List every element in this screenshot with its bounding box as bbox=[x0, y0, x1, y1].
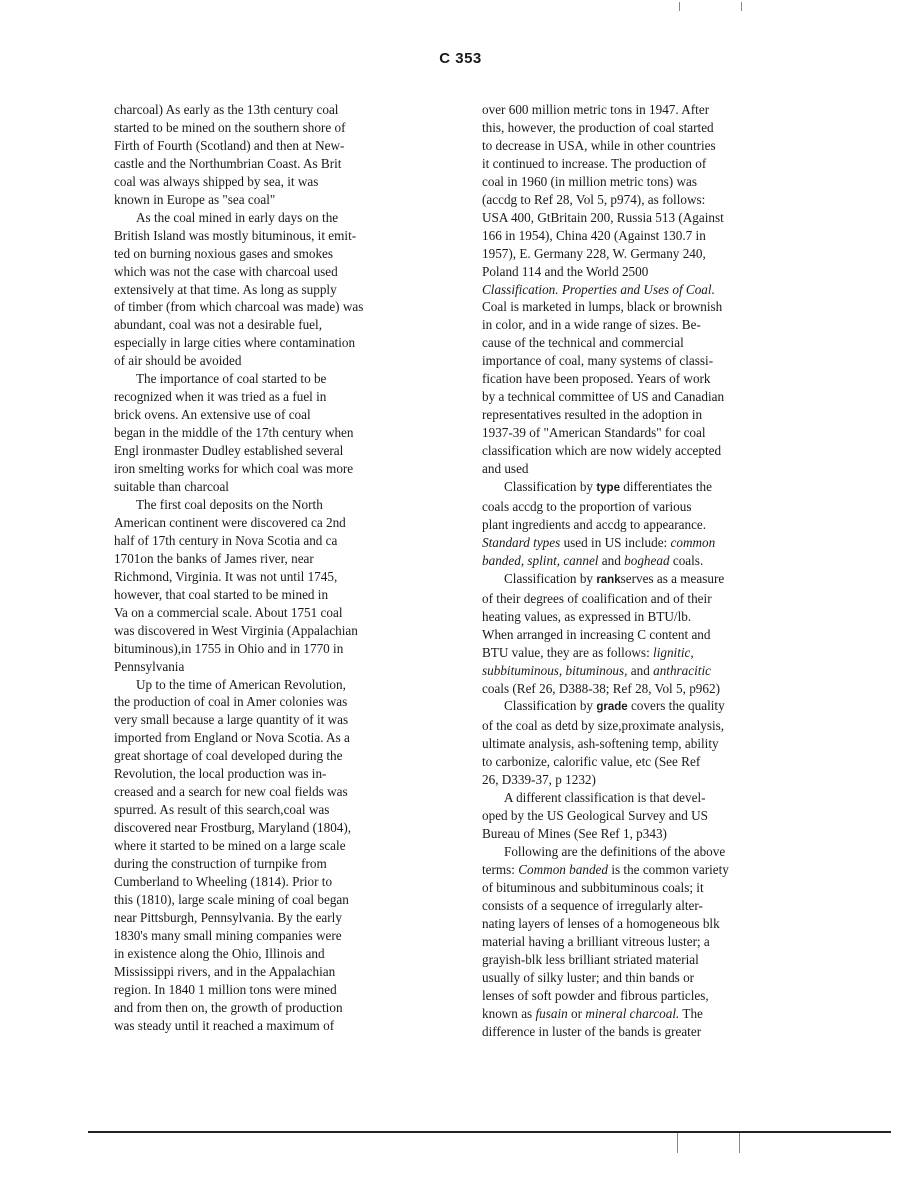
text-line: 1937-39 of "American Standards" for coal bbox=[482, 425, 706, 441]
text-line: 1957), E. Germany 228, W. Germany 240, bbox=[482, 245, 706, 261]
italic-term: Standard types bbox=[482, 534, 561, 550]
text-line: ted on burning noxious gases and smokes bbox=[114, 245, 334, 261]
text-line: coal in 1960 (in million metric tons) was bbox=[482, 173, 697, 189]
text-line: to decrease in USA, while in other countries bbox=[482, 137, 716, 153]
text-line: Poland 114 and the World 2500 bbox=[482, 263, 649, 279]
text-line: to carbonize, calorific value, etc (See Ref bbox=[482, 754, 701, 770]
text-line bbox=[482, 552, 782, 570]
text-run: serves as a measure bbox=[620, 570, 725, 586]
text-line: lenses of soft powder and fibrous particles, bbox=[482, 987, 709, 1003]
italic-term: mineral charcoal. bbox=[585, 1005, 680, 1021]
text-line: of the coal as detd by size,proximate analysis, bbox=[482, 718, 725, 734]
text-line: bituminous),in 1755 in Ohio and in 1770 in bbox=[114, 640, 344, 656]
text-line: in existence along the Ohio, Illinois and bbox=[114, 945, 325, 961]
text-line: however, that coal started to be mined in bbox=[114, 586, 329, 602]
text-run: Classification by bbox=[504, 698, 594, 714]
section-heading: Classification. Properties and Uses of Coal. bbox=[482, 281, 715, 297]
text-line: Coal is marketed in lumps, black or brownish bbox=[482, 299, 723, 315]
text-line: Va on a commercial scale. About 1751 coal bbox=[114, 604, 343, 620]
text-run: is the common variety bbox=[611, 862, 729, 878]
text-line: fication have been proposed. Years of work bbox=[482, 371, 711, 387]
text-line: ultimate analysis, ash-softening temp, ability bbox=[482, 736, 719, 752]
text-line: and from then on, the growth of production bbox=[114, 999, 343, 1015]
text-run: or bbox=[571, 1005, 583, 1021]
text-line: coals accdg to the proportion of various bbox=[482, 498, 692, 514]
text-line: coal was always shipped by sea, it was bbox=[114, 173, 319, 189]
scan-edge-mark bbox=[679, 2, 680, 11]
text-line: of air should be avoided bbox=[114, 353, 242, 369]
text-line: material having a brilliant vitreous luster; a bbox=[482, 933, 710, 949]
text-line bbox=[482, 1005, 782, 1023]
text-line: imported from England or Nova Scotia. As a bbox=[114, 730, 350, 746]
text-line: Bureau of Mines (See Ref 1, p343) bbox=[482, 826, 667, 842]
paragraph-start: Following are the definitions of the above bbox=[504, 844, 726, 860]
text-line: heating values, as expressed in BTU/lb. bbox=[482, 608, 692, 624]
text-line: of bituminous and subbituminous coals; it bbox=[482, 879, 704, 895]
text-line: consists of a sequence of irregularly alter- bbox=[482, 897, 703, 913]
scan-edge-mark bbox=[741, 2, 742, 11]
text-line: was discovered in West Virginia (Appalachian bbox=[114, 622, 358, 638]
text-line: of timber (from which charcoal was made) was bbox=[114, 299, 364, 315]
text-line: started to be mined on the southern shore of bbox=[114, 119, 346, 135]
text-run: known as bbox=[482, 1005, 533, 1021]
text-line: 1701on the banks of James river, near bbox=[114, 550, 314, 566]
text-line: Cumberland to Wheeling (1814). Prior to bbox=[114, 873, 333, 889]
text-line: it continued to increase. The production of bbox=[482, 155, 707, 171]
text-line: iron smelting works for which coal was more bbox=[114, 461, 354, 477]
italic-term: banded, splint, cannel bbox=[482, 552, 599, 568]
text-line bbox=[482, 534, 782, 552]
text-line: Richmond, Virginia. It was not until 1745, bbox=[114, 568, 338, 584]
italic-term: common bbox=[670, 534, 716, 550]
text-run: coals. bbox=[672, 552, 704, 568]
text-line: half of 17th century in Nova Scotia and ca bbox=[114, 532, 338, 548]
text-line: creased and a search for new coal fields was bbox=[114, 784, 348, 800]
text-run: and bbox=[601, 552, 621, 568]
text-run: covers the quality bbox=[630, 698, 725, 714]
text-line bbox=[482, 861, 782, 879]
text-line: began in the middle of the 17th century when bbox=[114, 425, 354, 441]
text-line: representatives resulted in the adoption in bbox=[482, 407, 703, 423]
scan-edge-mark bbox=[739, 1133, 740, 1153]
paragraph-start bbox=[482, 478, 782, 498]
text-line: which was not the case with charcoal used bbox=[114, 263, 338, 279]
text-line: discovered near Frostburg, Maryland (1804), bbox=[114, 820, 352, 836]
text-line: very small because a large quantity of it was bbox=[114, 712, 349, 728]
text-line: grayish-blk less brilliant striated material bbox=[482, 951, 699, 967]
text-run: The bbox=[682, 1005, 703, 1021]
paragraph-start: A different classification is that devel- bbox=[504, 790, 706, 806]
term-rank: rank bbox=[596, 573, 621, 586]
italic-term: lignitic, bbox=[653, 644, 694, 660]
text-line: recognized when it was tried as a fuel in bbox=[114, 389, 327, 405]
text-line: importance of coal, many systems of classi- bbox=[482, 353, 714, 369]
text-line: difference in luster of the bands is greater bbox=[482, 1023, 702, 1039]
text-line: where it started to be mined on a large scale bbox=[114, 838, 346, 854]
italic-term: subbituminous, bituminous, bbox=[482, 662, 628, 678]
text-line: 166 in 1954), China 420 (Against 130.7 in bbox=[482, 227, 706, 243]
text-line: USA 400, GtBritain 200, Russia 513 (Against bbox=[482, 209, 724, 225]
scan-edge-mark bbox=[677, 1133, 678, 1153]
text-line: the production of coal in Amer colonies was bbox=[114, 694, 348, 710]
term-type: type bbox=[596, 482, 620, 495]
text-line: nating layers of lenses of a homogeneous blk bbox=[482, 915, 720, 931]
text-run: differentiates the bbox=[623, 479, 712, 495]
text-line: Revolution, the local production was in- bbox=[114, 766, 327, 782]
text-line: Mississippi rivers, and in the Appalachian bbox=[114, 963, 336, 979]
text-line: American continent were discovered ca 2nd bbox=[114, 514, 346, 530]
text-run: and bbox=[630, 662, 650, 678]
text-line: Firth of Fourth (Scotland) and then at New- bbox=[114, 137, 345, 153]
text-run: used in US include: bbox=[563, 534, 668, 550]
paragraph-start: The first coal deposits on the North bbox=[136, 496, 323, 512]
right-column bbox=[482, 101, 782, 1041]
text-line: classification which are now widely accepted bbox=[482, 443, 722, 459]
text-line: cause of the technical and commercial bbox=[482, 335, 684, 351]
text-line: this, however, the production of coal started bbox=[482, 119, 714, 135]
text-line: oped by the US Geological Survey and US bbox=[482, 808, 708, 824]
text-line: plant ingredients and accdg to appearance. bbox=[482, 516, 707, 532]
text-line: 1830's many small mining companies were bbox=[114, 927, 342, 943]
text-line: British Island was mostly bituminous, it emit- bbox=[114, 227, 357, 243]
text-line: during the construction of turnpike from bbox=[114, 856, 327, 872]
text-run: terms: bbox=[482, 862, 515, 878]
text-line: was steady until it reached a maximum of bbox=[114, 1017, 335, 1033]
term-grade: grade bbox=[596, 701, 628, 714]
text-line: suitable than charcoal bbox=[114, 479, 229, 495]
text-line: known in Europe as "sea coal" bbox=[114, 191, 276, 207]
text-line: of their degrees of coalification and of their bbox=[482, 590, 712, 606]
paragraph-start bbox=[482, 570, 782, 590]
italic-term: boghead bbox=[624, 552, 670, 568]
text-line: near Pittsburgh, Pennsylvania. By the early bbox=[114, 909, 342, 925]
italic-term: fusain bbox=[535, 1005, 568, 1021]
text-line: Pennsylvania bbox=[114, 658, 185, 674]
italic-term: anthracitic bbox=[653, 662, 711, 678]
text-line: brick ovens. An extensive use of coal bbox=[114, 407, 311, 423]
text-line: and used bbox=[482, 461, 529, 477]
page-number: C 353 bbox=[439, 50, 482, 67]
paragraph-start: Up to the time of American Revolution, bbox=[136, 676, 346, 692]
text-line: 26, D339-37, p 1232) bbox=[482, 772, 596, 788]
text-line: When arranged in increasing C content and bbox=[482, 626, 711, 642]
text-run: BTU value, they are as follows: bbox=[482, 644, 650, 660]
text-line bbox=[482, 644, 782, 662]
text-run: Classification by bbox=[504, 479, 594, 495]
text-line bbox=[482, 662, 782, 680]
paragraph-start bbox=[482, 697, 782, 717]
footer-rule bbox=[88, 1131, 891, 1133]
text-line: extensively at that time. As long as supply bbox=[114, 281, 337, 297]
paragraph-start: The importance of coal started to be bbox=[136, 371, 327, 387]
text-line: spurred. As result of this search,coal was bbox=[114, 802, 330, 818]
paragraph-start: As the coal mined in early days on the bbox=[136, 209, 339, 225]
text-line: in color, and in a wide range of sizes. Be- bbox=[482, 317, 701, 333]
text-line: coals (Ref 26, D388-38; Ref 28, Vol 5, p962) bbox=[482, 680, 720, 696]
text-line: (accdg to Ref 28, Vol 5, p974), as follows: bbox=[482, 191, 706, 207]
italic-term: Common banded bbox=[518, 862, 609, 878]
left-column bbox=[114, 101, 424, 1035]
text-line: castle and the Northumbrian Coast. As Brit bbox=[114, 155, 342, 171]
text-line: Engl ironmaster Dudley established several bbox=[114, 443, 344, 459]
text-line: over 600 million metric tons in 1947. After bbox=[482, 102, 710, 117]
text-line: especially in large cities where contamination bbox=[114, 335, 356, 351]
text-line: usually of silky luster; and thin bands or bbox=[482, 969, 695, 985]
text-line: great shortage of coal developed during the bbox=[114, 748, 343, 764]
text-line: region. In 1840 1 million tons were mined bbox=[114, 981, 337, 997]
text-line: by a technical committee of US and Canadian bbox=[482, 389, 725, 405]
text-line: this (1810), large scale mining of coal began bbox=[114, 891, 349, 907]
text-run: Classification by bbox=[504, 570, 594, 586]
text-line: abundant, coal was not a desirable fuel, bbox=[114, 317, 322, 333]
text-line: charcoal) As early as the 13th century coal bbox=[114, 102, 339, 117]
